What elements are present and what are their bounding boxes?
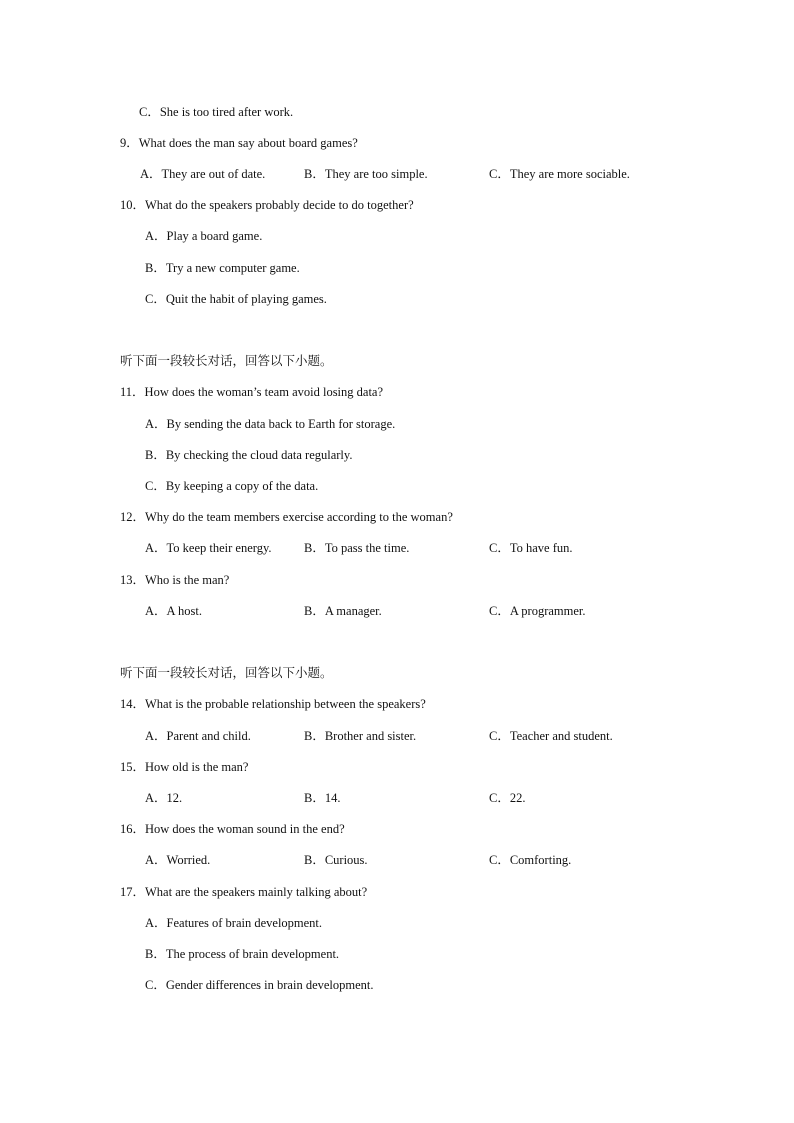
q15-option-c: C．22. — [489, 791, 526, 805]
q11-stem: 11．How does the woman’s team avoid losing data? — [120, 385, 384, 399]
q14-option-a: A．Parent and child. — [145, 729, 251, 743]
q10-option-a: A．Play a board game. — [145, 229, 263, 243]
q12-option-b: B．To pass the time. — [304, 541, 410, 555]
q12-stem: 12．Why do the team members exercise according to the woman? — [120, 510, 453, 524]
q9-stem: 9．What does the man say about board games? — [120, 136, 358, 150]
q15-stem: 15．How old is the man? — [120, 760, 249, 774]
q17-option-b: B．The process of brain development. — [145, 947, 340, 961]
q17-option-c: C．Gender differences in brain development. — [145, 978, 374, 992]
q17-option-a: A．Features of brain development. — [145, 916, 323, 930]
q14-option-c: C．Teacher and student. — [489, 729, 613, 743]
q11-option-b: B．By checking the cloud data regularly. — [145, 448, 353, 462]
q16-stem: 16．How does the woman sound in the end? — [120, 822, 345, 836]
q11-option-a: A．By sending the data back to Earth for storage. — [145, 417, 396, 431]
q14-stem: 14．What is the probable relationship between the speakers? — [120, 697, 426, 711]
q9-option-a: A．They are out of date. — [140, 167, 266, 181]
q17-stem: 17．What are the speakers mainly talking about? — [120, 885, 368, 899]
section-heading: 听下面一段较长对话，回答以下小题。 — [120, 665, 333, 680]
q16-option-c: C．Comforting. — [489, 853, 572, 867]
q15-option-a: A．12. — [145, 791, 183, 805]
q10-stem: 10．What do the speakers probably decide to do together? — [120, 198, 414, 212]
q10-option-b: B．Try a new computer game. — [145, 261, 300, 275]
q9-option-b: B．They are too simple. — [304, 167, 428, 181]
q13-stem: 13．Who is the man? — [120, 573, 230, 587]
q13-option-a: A．A host. — [145, 604, 202, 618]
q13-option-c: C．A programmer. — [489, 604, 586, 618]
q12-option-a: A．To keep their energy. — [145, 541, 272, 555]
section-heading: 听下面一段较长对话，回答以下小题。 — [120, 353, 333, 368]
q9-option-c: C．They are more sociable. — [489, 167, 630, 181]
q10-option-c: C．Quit the habit of playing games. — [145, 292, 327, 306]
q13-option-b: B．A manager. — [304, 604, 382, 618]
q12-option-c: C．To have fun. — [489, 541, 573, 555]
q8-option-c: C．She is too tired after work. — [139, 105, 294, 119]
q14-option-b: B．Brother and sister. — [304, 729, 417, 743]
q15-option-b: B．14. — [304, 791, 341, 805]
q16-option-a: A．Worried. — [145, 853, 211, 867]
q16-option-b: B．Curious. — [304, 853, 368, 867]
q11-option-c: C．By keeping a copy of the data. — [145, 479, 319, 493]
